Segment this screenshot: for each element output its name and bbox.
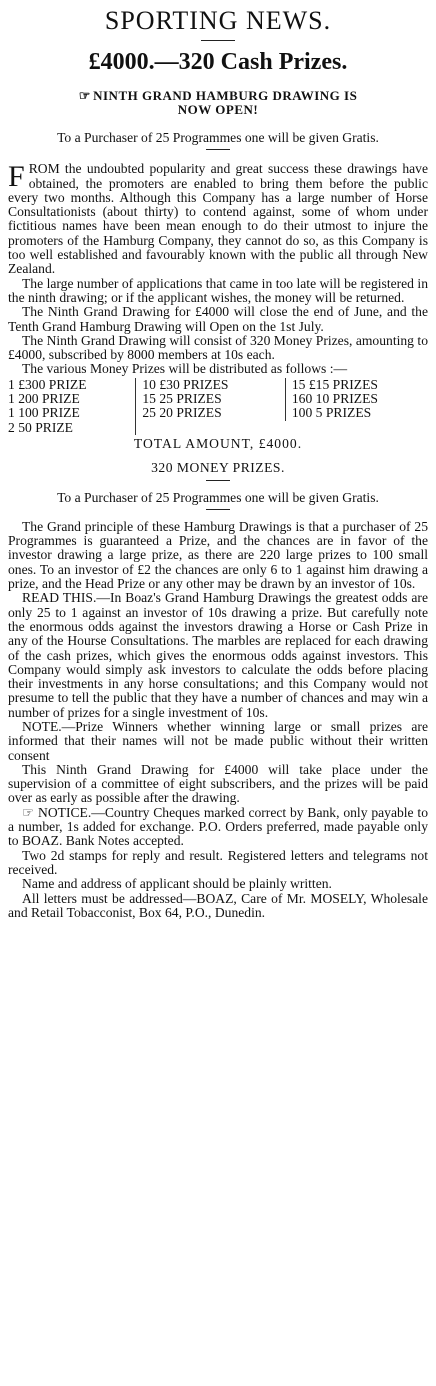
prize-cell: 15 25 PRIZES xyxy=(136,392,286,406)
prize-row xyxy=(8,406,428,420)
prize-cell: 1 £300 PRIZE xyxy=(8,378,136,392)
prize-row xyxy=(8,392,428,406)
prize-row xyxy=(8,378,428,392)
purchaser-notice: To a Purchaser of 25 Programmes one will be given Gratis. xyxy=(57,130,379,145)
notice-paragraph: ☞ NOTICE.—Country Cheques marked correct by Bank, only payable to a number, 1s added for exchange. P.O. Orders preferred, made payable only to BOAZ. Bank Notes accepted. xyxy=(8,804,428,849)
subhead xyxy=(8,89,428,117)
read-this-paragraph: READ THIS.—In Boaz's Grand Hamburg Drawings the greatest odds are only 25 to 1 against an investor of 10s drawing a prize. But carefully note the enormous odds against the investors drawing a Horse or Cash Prize in any of the Hourse Consultations. The marbles are replaced for each drawing of the cash prizes, which gives the enormous odds against investors. This Company would simply ask investors to calculate the odds before placing their investments in any horse consultations; and this Company would not presume to tell the public that they have a number of chances and may win a number of prizes for a single investment of 10s. xyxy=(8,590,428,720)
address-paragraph: Name and address of applicant should be plainly written. xyxy=(22,876,332,892)
prize-cell: 160 10 PRIZES xyxy=(291,391,378,407)
stamps-paragraph: Two 2d stamps for reply and result. Registered letters and telegrams not received. xyxy=(8,847,428,877)
drop-cap: F xyxy=(8,160,25,194)
contact-paragraph: All letters must be addressed—BOAZ, Care of Mr. MOSELY, Wholesale and Retail Tobacconist, Box 64, P.O., Dunedin. xyxy=(8,890,428,920)
intro-paragraph xyxy=(8,162,428,276)
subhead-line-1: NINTH GRAND HAMBURG DRAWING IS xyxy=(93,88,358,103)
prize-table xyxy=(8,378,428,435)
prize-cell: 15 £15 PRIZES xyxy=(291,376,378,392)
headline: £4000.—320 Cash Prizes. xyxy=(88,49,348,75)
pointing-hand-icon: ☞ xyxy=(78,88,90,103)
paragraph: The large number of applications that came in too late will be registered in the ninth drawing; or if the applicant wishes, the money will be returned. xyxy=(8,275,428,305)
paragraph-group-1 xyxy=(8,277,428,377)
principle-paragraph: The Grand principle of these Hamburg Drawings is that a purchaser of 25 Programmes is guaranteed a Prize, and the chances are in favor of the investor drawing a large prize, as there are 220 large prizes to 100 small ones. To an investor of £2 the chances are only 6 to 1 against him drawing a prize, and the Head Prize or any other may be drawn by an investor of 10s. xyxy=(8,518,428,592)
masthead-rule xyxy=(201,40,235,41)
paragraph: The Ninth Grand Drawing will consist of 320 Money Prizes, amounting to £4000, subscribed by 8000 members at 10s each. xyxy=(8,332,428,363)
masthead: SPORTING NEWS. xyxy=(104,6,332,35)
prize-cell xyxy=(285,421,428,435)
paragraph: The various Money Prizes will be distributed as follows :— xyxy=(22,361,348,377)
section-rule xyxy=(206,509,230,510)
prize-cell: 25 20 PRIZES xyxy=(136,406,286,420)
intro-text: ROM the undoubted popularity and great success these drawings have obtained, the promoters are enabled to bring them before the public every two months. Although this Company has a large number of Horse Consultationists (about thirty) to contend against, some of whom under fictitious names have been mean enough to do their utmost to injure the promoters of the Hamburg Company, they cannot do so, as this Company is too well established and favourably known with the public all through New Zealand. xyxy=(8,161,428,277)
subhead-line-2: NOW OPEN! xyxy=(177,102,259,117)
note-paragraph: NOTE.—Prize Winners whether winning large or small prizes are informed that their names will not be made public without their written consent xyxy=(8,718,428,763)
prize-cell: 2 50 PRIZE xyxy=(8,421,136,435)
paragraph: The Ninth Grand Drawing for £4000 will close the end of June, and the Tenth Grand Hamburg Drawing will Open on the 1st July. xyxy=(8,304,428,334)
prize-cell xyxy=(136,421,286,435)
prize-cell: 1 100 PRIZE xyxy=(8,406,136,420)
section-rule xyxy=(206,149,230,150)
purchaser-notice-2: To a Purchaser of 25 Programmes one will be given Gratis. xyxy=(57,489,379,505)
prize-cell: 100 5 PRIZES xyxy=(291,405,372,421)
prize-cell: 1 200 PRIZE xyxy=(8,392,136,406)
paragraph-group-2 xyxy=(8,520,428,920)
total-amount: TOTAL AMOUNT, £4000. xyxy=(133,435,303,451)
drawing-paragraph: This Ninth Grand Drawing for £4000 will take place under the supervision of a committee of eight subscribers, and the prizes will be paid over as early as possible after the drawing. xyxy=(8,761,428,806)
section-rule xyxy=(206,480,230,481)
prize-cell: 10 £30 PRIZES xyxy=(136,378,286,392)
money-prizes-heading: 320 MONEY PRIZES. xyxy=(151,460,285,476)
prize-row xyxy=(8,421,428,435)
